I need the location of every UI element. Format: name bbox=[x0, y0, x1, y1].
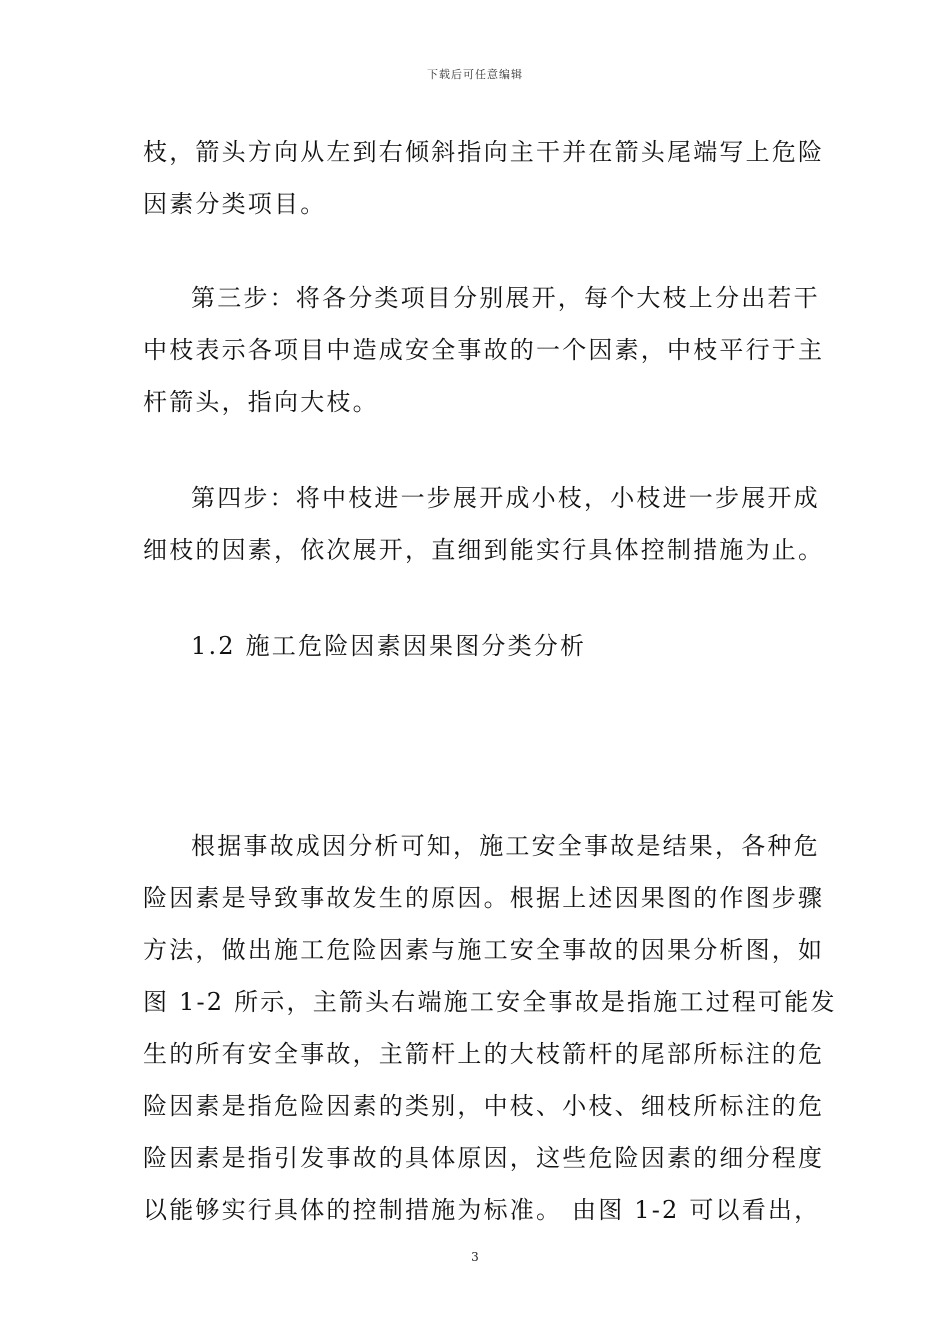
paragraph-step-four bbox=[143, 472, 825, 576]
paragraph-step-three bbox=[143, 272, 825, 428]
text-line: 因素分类项目。 bbox=[143, 190, 327, 218]
text-line: 细枝的因素，依次展开，直细到能实行具体控制措施为止。 bbox=[143, 536, 825, 564]
text-line: 第四步：将中枝进一步展开成小枝，小枝进一步展开成 bbox=[191, 484, 820, 512]
text-line: 方法，做出施工危险因素与施工安全事故的因果分析图，如 bbox=[143, 936, 825, 964]
text-line: 险因素是指引发事故的具体原因，这些危险因素的细分程度 bbox=[143, 1144, 825, 1172]
page-header: 下载后可任意编辑 bbox=[427, 68, 523, 81]
text-line: 枝，箭头方向从左到右倾斜指向主干并在箭头尾端写上危险 bbox=[143, 138, 825, 166]
text-line: 险因素是指危险因素的类别，中枝、小枝、细枝所标注的危 bbox=[143, 1092, 825, 1120]
text-line: 图 1-2 所示，主箭头右端施工安全事故是指施工过程可能发 bbox=[143, 988, 837, 1016]
paragraph-analysis bbox=[143, 820, 837, 1236]
text-line: 中枝表示各项目中造成安全事故的一个因素，中枝平行于主 bbox=[143, 336, 825, 364]
heading-text: 1.2 施工危险因素因果图分类分析 bbox=[191, 632, 587, 660]
text-line: 以能够实行具体的控制措施为标准。 由图 1-2 可以看出， bbox=[143, 1196, 821, 1224]
text-line: 根据事故成因分析可知，施工安全事故是结果，各种危 bbox=[191, 832, 820, 860]
text-line: 第三步：将各分类项目分别展开，每个大枝上分出若干 bbox=[191, 284, 820, 312]
text-line: 险因素是导致事故发生的原因。根据上述因果图的作图步骤 bbox=[143, 884, 825, 912]
text-line: 生的所有安全事故，主箭杆上的大枝箭杆的尾部所标注的危 bbox=[143, 1040, 825, 1068]
page-number: 3 bbox=[471, 1250, 479, 1264]
paragraph-continuation bbox=[143, 126, 825, 230]
text-line: 杆箭头，指向大枝。 bbox=[143, 388, 379, 416]
section-heading bbox=[143, 620, 811, 672]
